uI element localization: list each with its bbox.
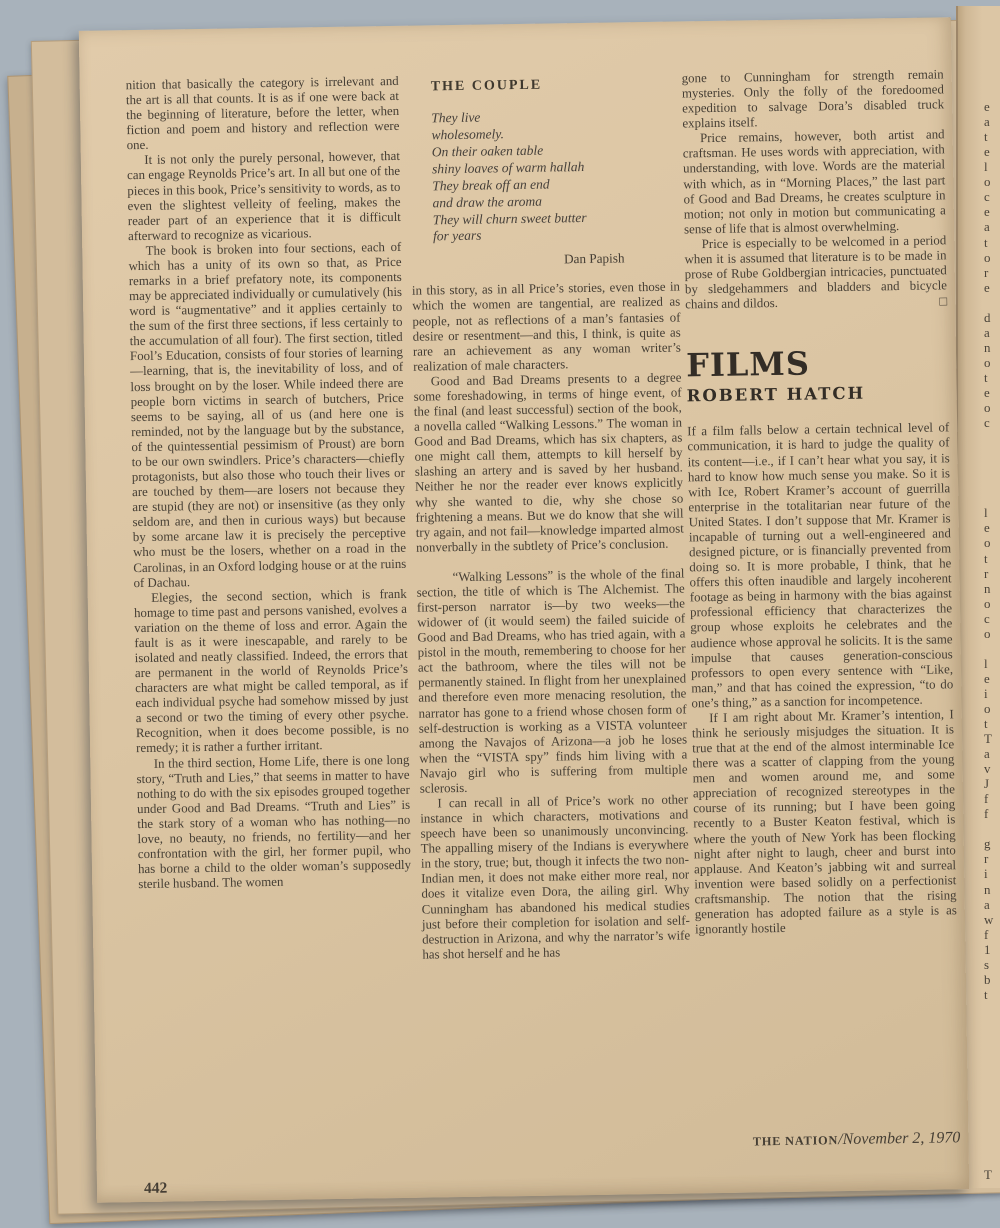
- edge-fragment-line: t: [984, 130, 988, 145]
- edge-fragment-line: r: [984, 265, 989, 280]
- edge-fragment-line: t: [984, 717, 988, 732]
- edge-fragment-line: l: [984, 656, 988, 671]
- edge-fragment-line: o: [984, 596, 991, 611]
- edge-fragment-line: o: [984, 536, 991, 551]
- edge-fragment-line: [984, 1108, 1000, 1123]
- paragraph: nition that basically the category is irrelevant and the art is all that counts. It is as if one were back at the beginning of literature, before the letter, when fiction and poem and history and reflection were one.: [125, 73, 400, 153]
- edge-fragment-line: [984, 1093, 1000, 1108]
- page-number: 442: [143, 1179, 168, 1198]
- edge-fragment-line: [984, 1033, 1000, 1048]
- films-section-title: FILMS: [685, 344, 811, 385]
- paragraph: The book is broken into four sections, each of which has a unity of its own so that, as Price remarks in a brief prefatory note, its components may be appreciated individually or cumulatively (his word is “augmentative” and it applies certainly to the sum of the first three sections, if less certainly to the accumulation of all four). The first section, titled Fool’s Education, consists of four stories of learning—learning, that is, the inevitability of loss, and of loss brought on by the loser. While indeed there are people born victims in search of butchers, Price seems to be saying, all of us (and here one is reminded, not by the language but by the substance, of the quintessential pessimism of Proust) are born to be our own swindlers. Price’s characters—chiefly protagonists, but also those who touch their lives or are touched by them—are losers not because they are stupid (they are not) or insensitive (as they only seldom are, and then in curious ways) but because by some arcane law it is precisely the perceptive who must be the losers, whether on a road in the Carolinas, in an Oxford lodging house or at the ruins of Dachau.: [128, 239, 407, 590]
- edge-fragment-line: c: [984, 416, 990, 431]
- edge-fragment-line: [984, 1078, 1000, 1093]
- paragraph: Good and Bad Dreams presents to a degree some foreshadowing, in terms of hinge event, of the final (and least successful) section of the book, a novella called “Walking Lessons.” The woman in Good and Bad Dreams, which has six chapters, as one might call them, attempts to kill herself by slashing an artery and is saved by her husband. Neither he nor the reader ever knows explicitly why she wanted to die, why she chose so frightening a means. But we do know that she will try again, and not fail—knowledge imparted almost nonverbally in the subtlety of Price’s conclusion.: [413, 370, 684, 555]
- edge-fragment-line: l: [984, 160, 988, 175]
- edge-fragment-line: a: [984, 897, 990, 912]
- edge-fragment-line: o: [984, 250, 991, 265]
- edge-fragment-line: J: [984, 777, 990, 792]
- poem-line: shiny loaves of warm hallah: [431, 158, 585, 177]
- edge-fragment-line: e: [984, 521, 990, 536]
- edge-fragment-line: a: [984, 220, 990, 235]
- edge-fragment-line: s: [984, 957, 990, 972]
- paragraph: It is not only the purely personal, however, that can engage Reynolds Price’s art. In all but one of the pieces in this book, Price’s sensitivity to words, as to even the slightest velleity of feeling, makes the reader part of an experience that it is difficult afterward to recognize as vicarious.: [127, 149, 401, 243]
- edge-fragment-line: [984, 642, 1000, 657]
- edge-fragment-line: w: [984, 912, 994, 927]
- edge-fragment-line: T: [984, 1168, 992, 1183]
- edge-fragment-line: i: [984, 686, 988, 701]
- column-left: [126, 74, 412, 892]
- paragraph: If a film falls below a certain technical level of communication, it is hard to judge the quality of its content—i.e., if I can’t hear what you say, it is hard to know how much sense you make. So it is with Ice, Robert Kramer’s account of guerrilla enterprise in the totalitarian near future of the United States. I don’t suppose that Mr. Kramer is incapable of turning out a well-engineered and designed picture, or is financially prevented from doing so. It is more probable, I think, that he offers this often inaudible and largely incoherent footage as being in harmony with the bias against professional efficiency that characterizes the group whose exploits he celebrates and the audience whose approval he solicits. It is the same impulse that causes generation-conscious professors to open every sentence with “Like, man,” and that has coined the expression, “to do one’s thing,” as a sanction for incompetence.: [687, 420, 954, 711]
- edge-fragment-line: e: [984, 205, 990, 220]
- poem-line: On their oaken table: [431, 142, 544, 160]
- poem-block: [409, 76, 680, 270]
- poem-line: wholesomely.: [431, 126, 505, 143]
- edge-fragment-line: [984, 461, 1000, 476]
- footer-publication-date: [616, 1129, 960, 1152]
- edge-fragment-line: 1: [984, 942, 991, 957]
- edge-fragment-line: f: [984, 807, 989, 822]
- edge-fragment-line: t: [984, 551, 988, 566]
- publication-name: THE NATION: [752, 1133, 839, 1149]
- paragraph: Price remains, however, both artist and craftsman. He uses words with appreciation, with understanding, with love. Words are the material with which, as in “Morning Places,” the last part of Good and Bad Dreams, he creates sculpture in motion; not only in motion but communicating a sense of life that is almost overwhelming.: [682, 127, 946, 237]
- edge-fragment-line: [984, 1003, 1000, 1018]
- edge-fragment-line: [984, 1123, 1000, 1138]
- edge-fragment-line: [984, 85, 1000, 100]
- edge-fragment-line: f: [984, 792, 989, 807]
- films-text: [687, 421, 957, 938]
- edge-fragment-line: [984, 822, 1000, 837]
- paragraph: in this story, as in all Price’s stories, even those in which the women are tangential, are realized as people, not as reflections of a man’s fantasies of desire or resentment—and this, I think, is quite as rare an achievement as any woman writer’s realization of male characters.: [411, 279, 682, 374]
- edge-fragment-line: e: [984, 671, 990, 686]
- edge-fragment-line: o: [984, 355, 991, 370]
- poem-title: THE COUPLE: [430, 77, 543, 95]
- edge-fragment-line: g: [984, 837, 991, 852]
- edge-fragment-line: o: [984, 175, 991, 190]
- edge-fragment-line: [984, 1048, 1000, 1063]
- edge-fragment-line: t: [984, 370, 988, 385]
- paragraph: I can recall in all of Price’s work no other instance in which characters, motivations and speech have been so unanimously unconvincing. The appalling misery of the Indians is everywhere in the story, true; but, though it infects the two non-Indian men, it does not make either more real, nor does it vitalize even Dora, the ailing girl. Why Cunningham has abandoned his medical studies just before their completion for isolation and self-destruction in Arizona, and why the narrator’s wife has shot herself and he has: [420, 792, 691, 962]
- paragraph: Price is especially to be welcomed in a period when it is assumed that literature is to be made in prose of Rube Goldbergian intricacies, punctuated by sledgehammers and bladders and bicycle chains and dildos. □: [684, 233, 948, 312]
- paragraph: gone to Cunningham for strength remain mysteries. Only the folly of the foredoomed expedition to salvage Dora’s disabled truck explains itself.: [681, 67, 945, 131]
- poem-line: They will churn sweet butter: [432, 209, 587, 227]
- edge-fragment-line: [984, 296, 1000, 311]
- edge-fragment-line: a: [984, 325, 990, 340]
- edge-fragment-line: i: [984, 867, 988, 882]
- edge-fragment-line: e: [984, 145, 990, 160]
- edge-fragment-line: n: [984, 581, 991, 596]
- edge-fragment-line: [984, 491, 1000, 506]
- next-page-text-fragments: [984, 70, 1000, 1183]
- edge-fragment-line: a: [984, 115, 990, 130]
- edge-fragment-line: [984, 1063, 1000, 1078]
- edge-fragment-line: o: [984, 401, 991, 416]
- column-right: [682, 67, 958, 937]
- poem-author: Dan Papish: [563, 250, 625, 267]
- paragraph: Elegies, the second section, which is frank homage to time past and persons vanished, evolves a variation on the theme of loss and error. Again the fault is as it were inescapable, and rarely to be isolated and neatly classified. Indeed, the errors that are permanent in the world of Reynolds Price’s characters are what might be called temporal, as if each individual psyche had somehow missed by just a second or two the timing of every other psyche. Recognition, when it does become possible, is no remedy; it is rather a further irritant.: [133, 586, 409, 756]
- issue-date: /November 2, 1970: [838, 1129, 961, 1149]
- edge-fragment-line: f: [984, 927, 989, 942]
- poem-line: They live: [431, 109, 481, 126]
- paragraph: In the third section, Home Life, there is one long story, “Truth and Lies,” that seems in matter to have nothing to do with the six episodes grouped together under Good and Bad Dreams. “Truth and Lies” is the stark story of a woman who has nothing—no love, no beauty, no friends, no fertility—and her confrontation with the girl, her former pupil, who has borne a child to the older woman’s supposedly sterile husband. The women: [136, 752, 412, 892]
- edge-fragment-line: [984, 1138, 1000, 1153]
- edge-fragment-line: b: [984, 972, 991, 987]
- edge-fragment-line: [984, 1018, 1000, 1033]
- magazine-page: [79, 17, 969, 1203]
- films-section: [685, 344, 957, 938]
- edge-fragment-line: [984, 431, 1000, 446]
- paragraph: If I am right about Mr. Kramer’s intention, I think he seriously misjudges the situation. It is true that at the end of the almost interminable Ice there was a scatter of clapping from the young men and women around me, and some appreciation of recognized stereotypes in the course of its running; but I have been going recently to a Buster Keaton festival, which is where the youth of New York has been flocking night after night to laugh, cheer and burst into applause. And Keaton’s jabbing wit and surreal invention were based solidly on a perfectionist craftsmanship. The notion that the rising generation has adopted failure as a style is as ignorantly hostile: [691, 707, 957, 937]
- edge-fragment-line: [984, 446, 1000, 461]
- column-middle: [409, 72, 691, 963]
- edge-fragment-line: o: [984, 701, 991, 716]
- column-right-text: [682, 67, 948, 312]
- poem-line: and draw the aroma: [432, 193, 543, 210]
- edge-fragment-line: T: [984, 732, 992, 747]
- edge-fragment-line: a: [984, 747, 990, 762]
- edge-fragment-line: l: [984, 506, 988, 521]
- edge-fragment-line: t: [984, 987, 988, 1002]
- edge-fragment-line: o: [984, 626, 991, 641]
- edge-fragment-line: d: [984, 310, 991, 325]
- edge-fragment-line: n: [984, 882, 991, 897]
- edge-fragment-line: c: [984, 190, 990, 205]
- edge-fragment-line: c: [984, 611, 990, 626]
- edge-fragment-line: t: [984, 235, 988, 250]
- poem-lines: [431, 107, 679, 246]
- edge-fragment-line: v: [984, 762, 991, 777]
- films-byline: ROBERT HATCH: [686, 383, 866, 406]
- paragraph: “Walking Lessons” is the whole of the final section, the title of which is The Alchemist. The first-person narrator is—by two weeks—the widower of (it would seem) the failed suicide of Good and Bad Dreams, who has tried again, with a pistol in the mouth, remembering to choose for her act the bathroom, where the tiles will not be permanently stained. In flight from her unexplained and therefore even more menacing resolution, the narrator has gone to a friend whose chosen form of self-destruction is working as a VISTA volunteer among the Navajos of Arizona—a job he loses when the “VISTA spy” finds him living with a Navajo girl who is suffering from multiple sclerosis.: [416, 566, 688, 796]
- column-middle-text: [412, 280, 691, 963]
- edge-fragment-line: e: [984, 280, 990, 295]
- edge-fragment-line: [984, 1153, 1000, 1168]
- edge-fragment-line: [984, 476, 1000, 491]
- edge-fragment-line: r: [984, 566, 989, 581]
- poem-line: They break off an end: [432, 176, 550, 194]
- end-of-article-mark: □: [939, 293, 948, 309]
- edge-fragment-line: [984, 70, 1000, 85]
- edge-fragment-line: e: [984, 385, 990, 400]
- edge-fragment-line: r: [984, 852, 989, 867]
- poem-line: for years: [433, 228, 482, 244]
- edge-fragment-line: e: [984, 100, 990, 115]
- edge-fragment-line: n: [984, 340, 991, 355]
